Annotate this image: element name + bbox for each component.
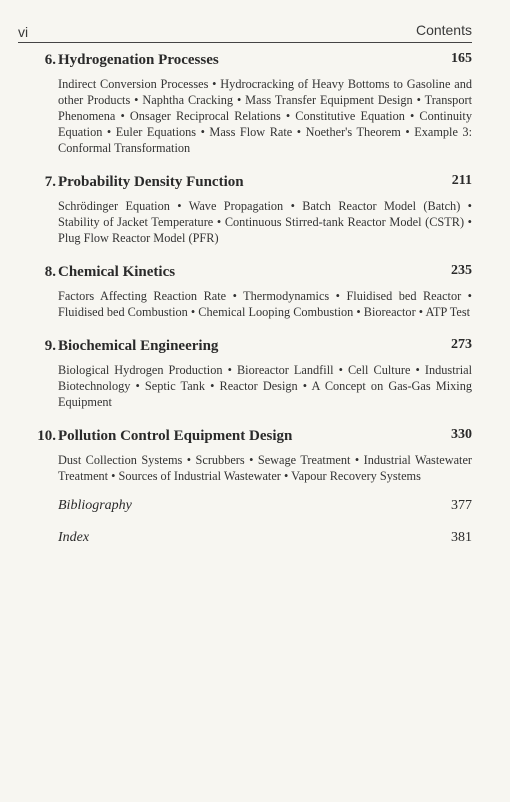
chapter-title[interactable]: Biochemical Engineering xyxy=(58,338,219,354)
chapter-topics: Schrödinger Equation • Wave Propagation • Batch Reactor Model (Batch) • Stability of Jacket Temperature • Continuous Stirred-tank Reactor Model (CSTR) • Plug Flow Reactor Model (PFR) xyxy=(58,199,472,245)
chapter-page: 330 xyxy=(451,427,472,442)
chapter-title[interactable]: Hydrogenation Processes xyxy=(58,52,219,68)
chapter-list xyxy=(0,48,510,562)
chapter-topics: Indirect Conversion Processes • Hydrocracking of Heavy Bottoms to Gasoline and other Products • Naphtha Cracking • Mass Transfer Equipment Design • Transport Phenomena • Onsager Reciprocal Relations • Constitutive Equation • Continuity Equation • Euler Equations • Mass Flow Rate • Noether's Theorem • Example 3: Conformal Transformation xyxy=(58,77,472,155)
chapter-number: 8. xyxy=(44,264,56,280)
backmatter-label[interactable]: Index xyxy=(58,530,90,545)
header-title: Contents xyxy=(415,22,472,38)
backmatter-bibliography[interactable] xyxy=(58,498,472,530)
chapter-entry-9[interactable] xyxy=(22,334,472,410)
chapter-entry-6[interactable] xyxy=(22,48,472,156)
chapter-page: 211 xyxy=(451,173,472,188)
backmatter-page: 381 xyxy=(451,530,472,545)
header-page-number: vi xyxy=(18,24,29,40)
chapter-title[interactable]: Probability Density Function xyxy=(58,174,244,190)
chapter-entry-8[interactable] xyxy=(22,260,472,320)
chapter-number: 7. xyxy=(44,174,56,190)
backmatter-index[interactable] xyxy=(58,530,472,562)
chapter-title[interactable]: Chemical Kinetics xyxy=(58,264,176,280)
chapter-number: 10. xyxy=(37,428,56,444)
backmatter-label[interactable]: Bibliography xyxy=(58,498,132,513)
chapter-title[interactable]: Pollution Control Equipment Design xyxy=(58,428,293,444)
chapter-entry-10[interactable] xyxy=(22,424,472,484)
chapter-page: 235 xyxy=(451,263,472,278)
chapter-topics: Biological Hydrogen Production • Bioreactor Landfill • Cell Culture • Industrial Biotechnology • Septic Tank • Reactor Design • A Concept on Gas-Gas Mixing Equipment xyxy=(58,363,472,409)
chapter-entry-7[interactable] xyxy=(22,170,472,246)
chapter-topics: Factors Affecting Reaction Rate • Thermodynamics • Fluidised bed Reactor • Fluidised bed Combustion • Chemical Looping Combustion • Bioreactor • ATP Test xyxy=(58,289,472,319)
backmatter-page: 377 xyxy=(451,498,472,513)
chapter-number: 9. xyxy=(44,338,56,354)
chapter-page: 165 xyxy=(451,51,472,66)
running-header xyxy=(18,22,472,43)
chapter-page: 273 xyxy=(451,337,472,352)
chapter-number: 6. xyxy=(44,52,56,68)
chapter-topics: Dust Collection Systems • Scrubbers • Sewage Treatment • Industrial Wastewater Treatment • Sources of Industrial Wastewater • Vapour Recovery Systems xyxy=(58,453,472,483)
